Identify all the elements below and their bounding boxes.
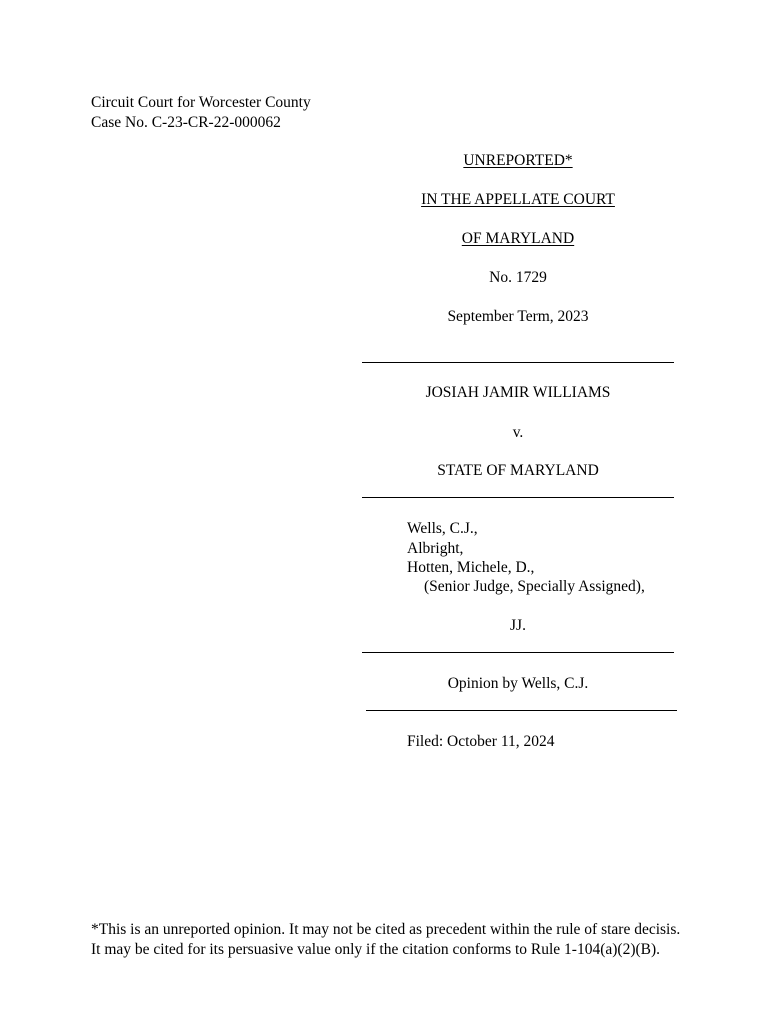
appellate-court-line-1: IN THE APPELLATE COURT <box>421 191 615 208</box>
term: September Term, 2023 <box>447 308 589 325</box>
judge-name: Wells, C.J., <box>407 520 478 537</box>
divider-line <box>362 362 674 363</box>
unreported-footnote: *This is an unreported opinion. It may not be cited as precedent within the rule of stare decisis. It may be cited for its persuasive value only if the citation conforms to Rule 1-104(a)(2)(B). <box>91 921 681 958</box>
judges-suffix: JJ. <box>510 617 526 634</box>
docket-number: No. 1729 <box>489 269 547 286</box>
divider-line <box>362 652 674 653</box>
appellee-name: STATE OF MARYLAND <box>437 462 599 479</box>
versus-label: v. <box>512 424 524 441</box>
divider-line <box>366 710 677 711</box>
filed-date: Filed: October 11, 2024 <box>407 733 555 750</box>
circuit-court-name: Circuit Court for Worcester County <box>91 94 311 111</box>
judge-name: Hotten, Michele, D., <box>407 559 535 576</box>
case-number: Case No. C-23-CR-22-000062 <box>91 114 281 131</box>
judge-name: Albright, <box>407 540 464 557</box>
appellate-court-line-2: OF MARYLAND <box>461 230 575 247</box>
unreported-label: UNREPORTED* <box>463 152 573 169</box>
opinion-author: Opinion by Wells, C.J. <box>447 675 589 692</box>
appellant-name: JOSIAH JAMIR WILLIAMS <box>425 384 611 401</box>
divider-line <box>362 497 674 498</box>
judge-note: (Senior Judge, Specially Assigned), <box>424 578 645 595</box>
